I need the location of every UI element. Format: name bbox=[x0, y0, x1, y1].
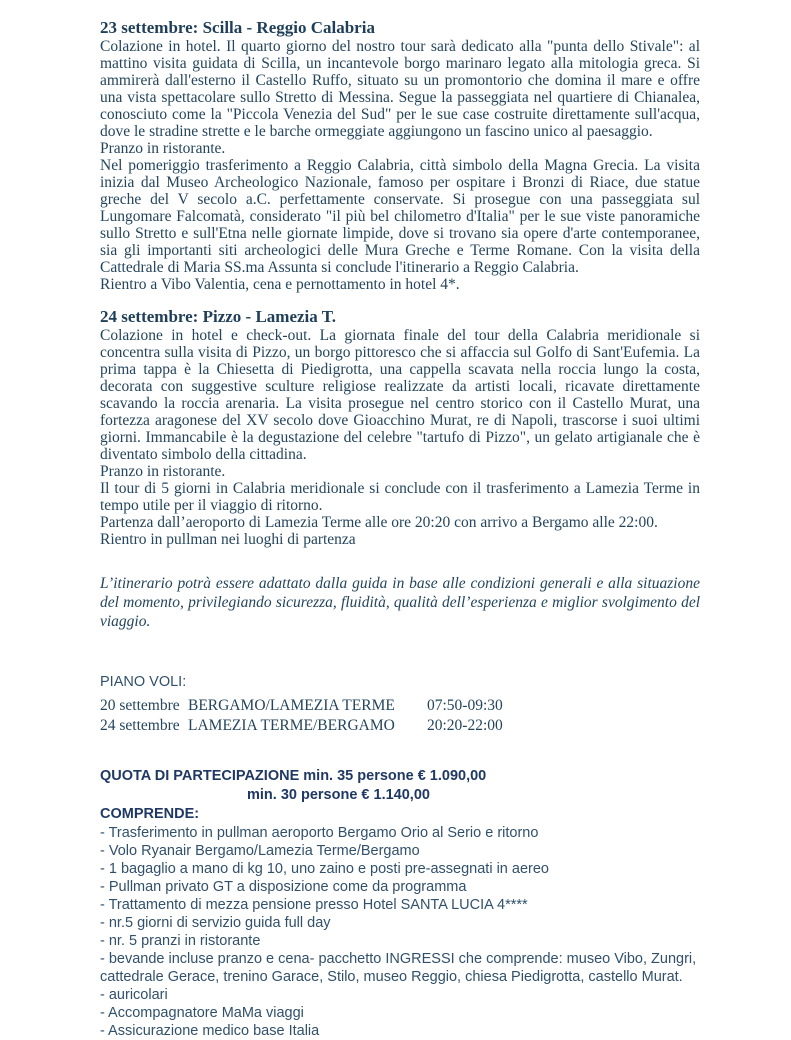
list-item: - 1 bagaglio a mano di kg 10, uno zaino e posti pre-assegnati in aereo bbox=[100, 861, 549, 877]
list-item: - nr.5 giorni di servizio guida full day bbox=[100, 915, 331, 931]
list-item: - Trattamento di mezza pensione presso Hotel SANTA LUCIA 4**** bbox=[100, 897, 528, 913]
list-item: - Assicurazione medico base Italia bbox=[100, 1023, 320, 1039]
participation-fee-label: QUOTA DI PARTECIPAZIONE bbox=[100, 768, 300, 784]
flight-time: 07:50-09:30 bbox=[427, 697, 503, 714]
flight-plan-heading: PIANO VOLI: bbox=[100, 674, 187, 690]
day-24-paragraph-transfer: Il tour di 5 giorni in Calabria meridionale si conclude con il trasferimento a Lamezia Terme in tempo utile per il viaggio di ritorno. bbox=[100, 480, 700, 514]
day-23-return-line: Rientro a Vibo Valentia, cena e pernottamento in hotel 4*. bbox=[100, 276, 460, 293]
flight-date: 20 settembre bbox=[100, 697, 180, 714]
flight-row-outbound bbox=[100, 696, 700, 716]
day-24-section bbox=[100, 306, 700, 548]
list-item: - nr. 5 pranzi in ristorante bbox=[100, 933, 261, 949]
list-item: - auricolari bbox=[100, 987, 168, 1003]
participation-fee-line-2: min. 30 persone € 1.140,00 bbox=[247, 787, 430, 803]
flight-plan-table bbox=[100, 696, 700, 736]
flight-route: BERGAMO/LAMEZIA TERME bbox=[188, 697, 395, 714]
day-23-paragraph-morning: Colazione in hotel. Il quarto giorno del nostro tour sarà dedicato alla "punta dello Stivale": al mattino visita guidata di Scilla, un incantevole borgo marinaro legato alla mitologia greca. Si ammirerà dall'esterno il Castello Ruffo, situato su un promontorio che domina il mare e offre una vista spettacolare sullo Stretto di Messina. Segue la passeggiata nel quartiere di Chianalea, conosciuto come la "Piccola Venezia del Sud" per le sue case costruite direttamente sull'acqua, dove le stradine strette e le barche ormeggiate aggiungono un fascino unico al paesaggio. bbox=[100, 38, 700, 140]
day-23-paragraph-afternoon: Nel pomeriggio trasferimento a Reggio Calabria, città simbolo della Magna Grecia. La visita inizia dal Museo Archeologico Nazionale, famoso per ospitare i Bronzi di Riace, due statue greche del V secolo a.C. perfettamente conservate. Si prosegue con una passeggiata sul Lungomare Falcomatà, considerato "il più bel chilometro d'Italia" per le sue viste panoramiche sullo Stretto e sull'Etna nelle giornate limpide, dove si trovano sia opere d'arte contemporanee, sia gli importanti siti archeologici delle Mura Greche e Terme Romane. Con la visita della Cattedrale di Maria SS.ma Assunta si conclude l'itinerario a Reggio Calabria. bbox=[100, 157, 700, 276]
list-item: - Volo Ryanair Bergamo/Lamezia Terme/Bergamo bbox=[100, 843, 420, 859]
flight-time: 20:20-22:00 bbox=[427, 717, 503, 734]
day-23-section bbox=[100, 17, 700, 293]
list-item: - Accompagnatore MaMa viaggi bbox=[100, 1005, 304, 1021]
day-24-departure-line: Partenza dall’aeroporto di Lamezia Terme alle ore 20:20 con arrivo a Bergamo alle 22:00. bbox=[100, 514, 658, 531]
day-24-paragraph-morning: Colazione in hotel e check-out. La giornata finale del tour della Calabria meridionale si concentra sulla visita di Pizzo, un borgo pittoresco che si affaccia sul Golfo di Sant'Eufemia. La prima tappa è la Chiesetta di Piedigrotta, una cappella scavata nella roccia lungo la costa, decorata con suggestive sculture religiose realizzate da artisti locali, ricavate direttamente scavando la roccia arenaria. La visita prosegue nel centro storico con il Castello Murat, una fortezza aragonese del XV secolo dove Gioacchino Murat, re di Napoli, trascorse i suoi ultimi giorni. Immancabile è la degustazione del celebre "tartufo di Pizzo", un gelato artigianale che è diventato simbolo della cittadina. bbox=[100, 327, 700, 463]
list-item: - Pullman privato GT a disposizione come da programma bbox=[100, 879, 467, 895]
day-24-heading: 24 settembre: Pizzo - Lamezia T. bbox=[100, 307, 337, 326]
participation-fee-min35: min. 35 persone € 1.090,00 bbox=[303, 768, 487, 784]
flight-row-return bbox=[100, 716, 700, 736]
day-23-heading: 23 settembre: Scilla - Reggio Calabria bbox=[100, 18, 375, 37]
includes-heading: COMPRENDE: bbox=[100, 806, 200, 822]
list-item: - Trasferimento in pullman aeroporto Bergamo Orio al Serio e ritorno bbox=[100, 825, 539, 841]
day-23-lunch-line: Pranzo in ristorante. bbox=[100, 140, 226, 157]
itinerary-disclaimer-note: L’itinerario potrà essere adattato dalla guida in base alle condizioni generali e alla situazione del momento, privilegiando sicurezza, fluidità, qualità dell’esperienza e miglior svolgimento del viaggio. bbox=[100, 575, 700, 630]
participation-fee-line-1 bbox=[100, 767, 700, 786]
list-item: - bevande incluse pranzo e cena- pacchetto INGRESSI che comprende: museo Vibo, Zungri, cattedrale Gerace, trenino Garace, Stilo, museo Reggio, chiesa Piedigrotta, castello Murat. bbox=[100, 951, 697, 985]
day-24-return-line: Rientro in pullman nei luoghi di partenza bbox=[100, 531, 356, 548]
includes-list bbox=[100, 824, 700, 1040]
day-24-lunch-line: Pranzo in ristorante. bbox=[100, 463, 226, 480]
flight-date: 24 settembre bbox=[100, 717, 180, 734]
flight-route: LAMEZIA TERME/BERGAMO bbox=[188, 717, 395, 734]
